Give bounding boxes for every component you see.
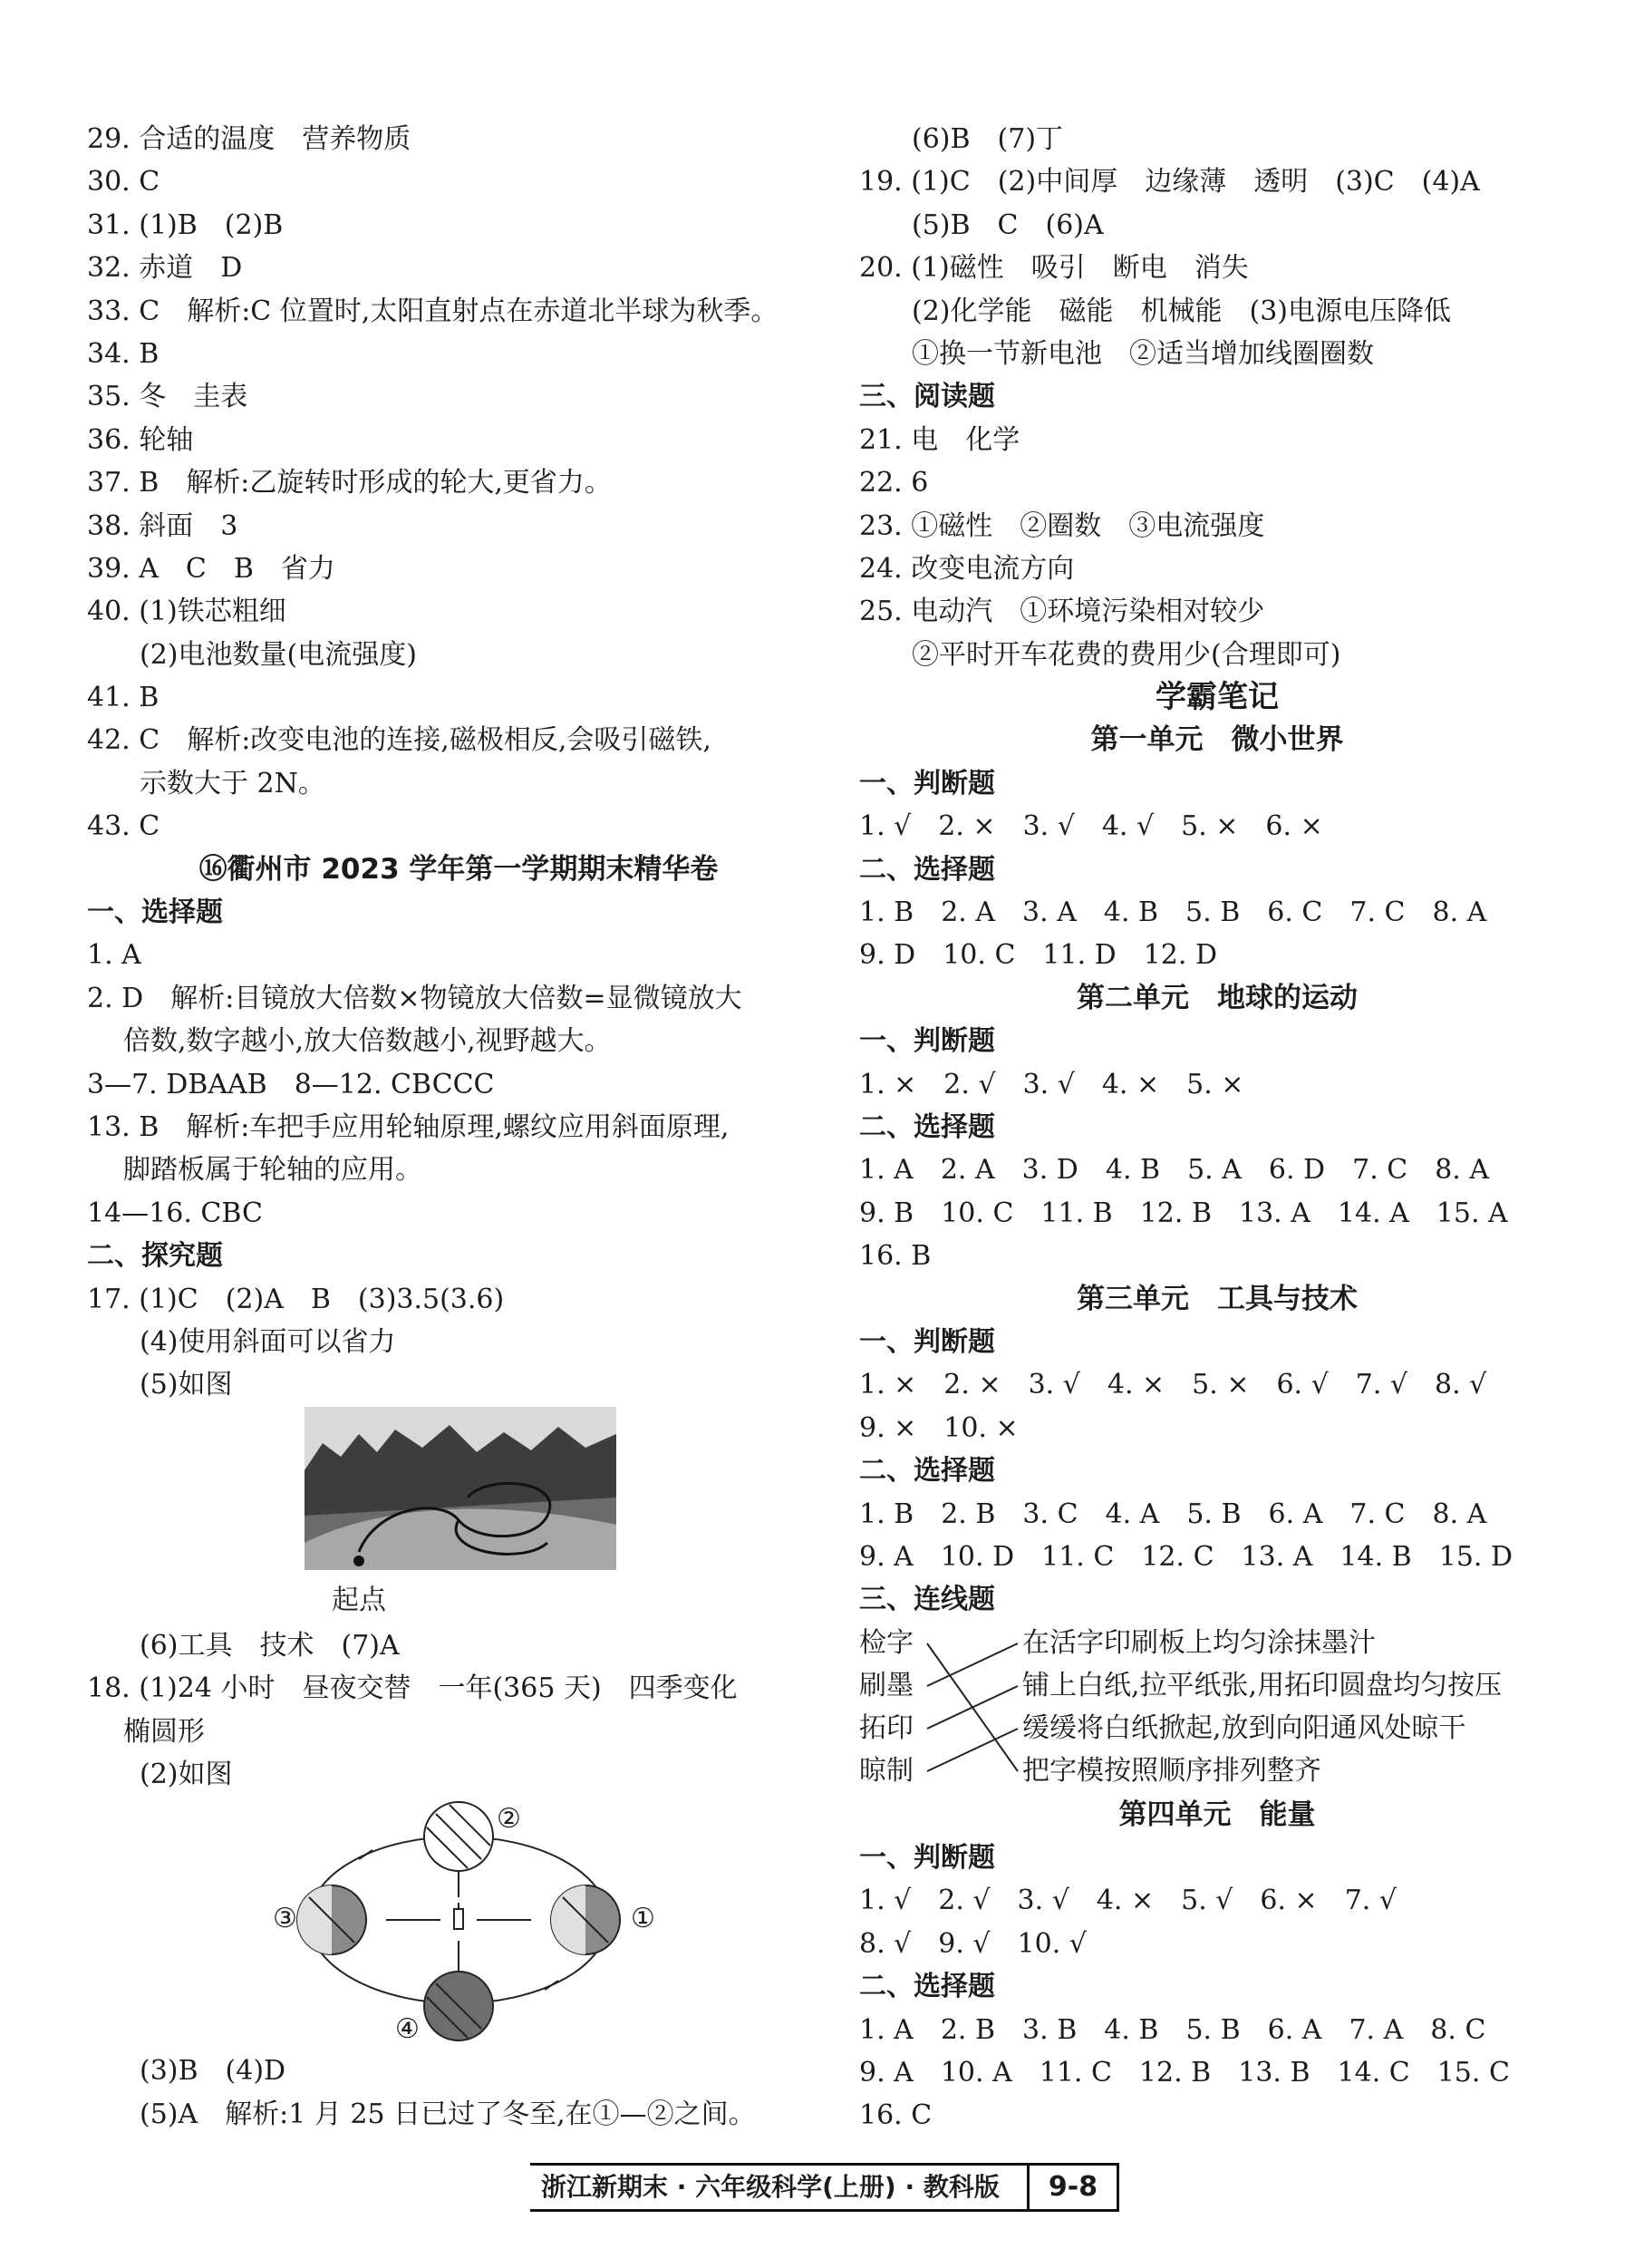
answer-line: 1. B 2. B 3. C 4. A 5. B 6. A 7. C 8. A	[859, 1497, 1487, 1530]
answer-line: 1. A 2. A 3. D 4. B 5. A 6. D 7. C 8. A	[859, 1154, 1490, 1187]
answer-line: ②平时开车花费的费用少(合理即可)	[912, 638, 1341, 671]
orbit-label-4: ④	[395, 2013, 420, 2046]
answer-line: 16. B	[859, 1240, 932, 1273]
answer-line: 16. C	[859, 2099, 933, 2132]
match-left-item: 检字	[859, 1626, 914, 1659]
answer-line: 37. B 解析:乙旋转时形成的轮大,更省力。	[87, 467, 612, 499]
answer-line: 1. √ 2. √ 3. √ 4. × 5. √ 6. × 7. √	[859, 1885, 1397, 1917]
unit-title: 第二单元 地球的运动	[1077, 981, 1358, 1014]
answer-line: 2. D 解析:目镜放大倍数×物镜放大倍数=显微镜放大	[87, 982, 742, 1014]
answer-line: 17. (1)C (2)A B (3)3.5(3.6)	[87, 1283, 505, 1315]
footer-title: 浙江新期末 · 六年级科学(上册) · 教科版	[541, 2172, 1000, 2202]
answer-line: 30. C	[87, 166, 160, 199]
page-footer	[530, 2163, 1119, 2212]
matching-exercise	[859, 1622, 1575, 1794]
right-column	[859, 118, 1575, 2137]
answer-line: 18. (1)24 小时 昼夜交替 一年(365 天) 四季变化	[87, 1672, 738, 1705]
match-line	[927, 1643, 1018, 1686]
section-heading: 二、选择题	[859, 1110, 995, 1143]
answer-line: 9. × 10. ×	[859, 1411, 1019, 1444]
unit-title: 第一单元 微小世界	[1090, 723, 1344, 757]
answer-line: 倍数,数字越小,放大倍数越小,视野越大。	[123, 1025, 612, 1058]
answer-line: 32. 赤道 D	[87, 252, 243, 285]
match-right-item: 铺上白纸,拉平纸张,用拓印圆盘均匀按压	[1022, 1669, 1503, 1701]
answer-line: 25. 电动汽 ①环境污染相对较少	[859, 596, 1265, 628]
track-photo	[305, 1407, 616, 1570]
earth-orbit-figure	[87, 1796, 830, 2050]
answer-line: 9. A 10. D 11. C 12. C 13. A 14. B 15. D	[859, 1540, 1513, 1573]
earth-orbit-diagram	[87, 1796, 830, 2050]
start-label: 起点	[332, 1584, 386, 1616]
section-heading: 三、连线题	[859, 1584, 995, 1616]
page-number: 9-8	[1027, 2166, 1119, 2209]
answer-line: ①换一节新电池 ②适当增加线圈圈数	[912, 337, 1374, 370]
answer-line: 9. D 10. C 11. D 12. D	[859, 939, 1218, 972]
section-heading: 二、选择题	[859, 1455, 995, 1488]
section-heading: 一、选择题	[87, 897, 223, 929]
answer-line: 13. B 解析:车把手应用轮轴原理,螺纹应用斜面原理,	[87, 1110, 730, 1143]
answer-line: 39. A C B 省力	[87, 552, 335, 585]
answer-line: (4)使用斜面可以省力	[140, 1325, 396, 1358]
answer-line: 24. 改变电流方向	[859, 552, 1075, 585]
match-left-item: 晾制	[859, 1754, 914, 1787]
match-right-item: 缓缓将白纸掀起,放到向阳通风处晾干	[1022, 1711, 1466, 1744]
section-heading: 一、判断题	[859, 1842, 995, 1875]
answer-line: 42. C 解析:改变电池的连接,磁极相反,会吸引磁铁,	[87, 724, 711, 757]
match-line	[927, 1686, 1018, 1729]
answer-line: 21. 电 化学	[859, 423, 1020, 456]
track-figure	[87, 1407, 830, 1624]
answer-line: 1. A 2. B 3. B 4. B 5. B 6. A 7. A 8. C	[859, 2013, 1486, 2046]
answer-line: 3—7. DBAAB 8—12. CBCCC	[87, 1068, 495, 1100]
answer-line: 40. (1)铁芯粗细	[87, 596, 286, 628]
answer-line: 示数大于 2N。	[140, 767, 325, 800]
answer-line: (2)如图	[140, 1758, 233, 1790]
match-lines	[923, 1622, 1031, 1794]
answer-line: 1. × 2. √ 3. √ 4. × 5. ×	[859, 1068, 1244, 1100]
match-right-item: 在活字印刷板上均匀涂抹墨汁	[1022, 1626, 1376, 1659]
match-left-item: 拓印	[859, 1711, 914, 1744]
answer-line: 1. √ 2. × 3. √ 4. √ 5. × 6. ×	[859, 810, 1323, 843]
answer-line: 35. 冬 圭表	[87, 381, 248, 413]
section-heading: 三、阅读题	[859, 381, 995, 413]
answer-line: 34. B	[87, 337, 160, 370]
answer-line: (2)化学能 磁能 机械能 (3)电源电压降低	[912, 295, 1451, 327]
answer-line: 9. A 10. A 11. C 12. B 13. B 14. C 15. C	[859, 2057, 1510, 2089]
section-heading: 二、选择题	[859, 1971, 995, 2003]
answer-line: 椭圆形	[123, 1715, 205, 1748]
section-heading: 二、选择题	[859, 853, 995, 886]
answer-line: 14—16. CBC	[87, 1197, 263, 1229]
unit-title: 第四单元 能量	[1118, 1798, 1316, 1831]
answer-line: 23. ①磁性 ②圈数 ③电流强度	[859, 509, 1265, 542]
answer-line: 19. (1)C (2)中间厚 边缘薄 透明 (3)C (4)A	[859, 166, 1480, 199]
section-heading: 一、判断题	[859, 767, 995, 800]
answer-line: 1. A	[87, 939, 141, 972]
unit-title: 第三单元 工具与技术	[1077, 1282, 1358, 1315]
match-right-item: 把字模按照顺序排列整齐	[1022, 1754, 1321, 1787]
answer-line: (5)A 解析:1 月 25 日已过了冬至,在①—②之间。	[140, 2098, 756, 2130]
orbit-label-2: ②	[497, 1803, 521, 1836]
answer-line: (3)B (4)D	[140, 2055, 286, 2088]
answer-line: 1. B 2. A 3. A 4. B 5. B 6. C 7. C 8. A	[859, 897, 1487, 929]
answer-line: 31. (1)B (2)B	[87, 208, 284, 241]
answer-line: 36. 轮轴	[87, 423, 194, 456]
section-heading: 一、判断题	[859, 1325, 995, 1358]
answer-line: (6)B (7)丁	[912, 123, 1064, 155]
notes-title: 学霸笔记	[1156, 679, 1279, 716]
answer-line: 29. 合适的温度 营养物质	[87, 123, 411, 155]
section-heading: 二、探究题	[87, 1240, 223, 1273]
orbit-label-1: ①	[631, 1903, 655, 1935]
exam-title: ⑯衢州市 2023 学年第一学期期末精华卷	[198, 852, 719, 886]
answer-line: 43. C	[87, 810, 160, 843]
answer-line: (6)工具 技术 (7)A	[140, 1629, 400, 1662]
answer-line: 33. C 解析:C 位置时,太阳直射点在赤道北半球为秋季。	[87, 295, 778, 327]
answer-line: 1. × 2. × 3. √ 4. × 5. × 6. √ 7. √ 8. √	[859, 1369, 1487, 1401]
answer-line: 脚踏板属于轮轴的应用。	[123, 1154, 422, 1187]
section-heading: 一、判断题	[859, 1025, 995, 1058]
answer-line: 22. 6	[859, 467, 929, 499]
left-column	[87, 118, 830, 2136]
answer-line: 41. B	[87, 682, 160, 714]
answer-line: 9. B 10. C 11. B 12. B 13. A 14. A 15. A	[859, 1197, 1508, 1229]
answer-line: (2)电池数量(电流强度)	[140, 638, 417, 671]
match-left-item: 刷墨	[859, 1669, 914, 1701]
answer-line: 8. √ 9. √ 10. √	[859, 1927, 1087, 1960]
match-line	[927, 1729, 1018, 1771]
answer-line: (5)如图	[140, 1369, 233, 1401]
answer-line: (5)B C (6)A	[912, 208, 1104, 241]
answer-line: 20. (1)磁性 吸引 断电 消失	[859, 252, 1249, 285]
orbit-label-3: ③	[273, 1903, 297, 1935]
answer-line: 38. 斜面 3	[87, 509, 238, 542]
